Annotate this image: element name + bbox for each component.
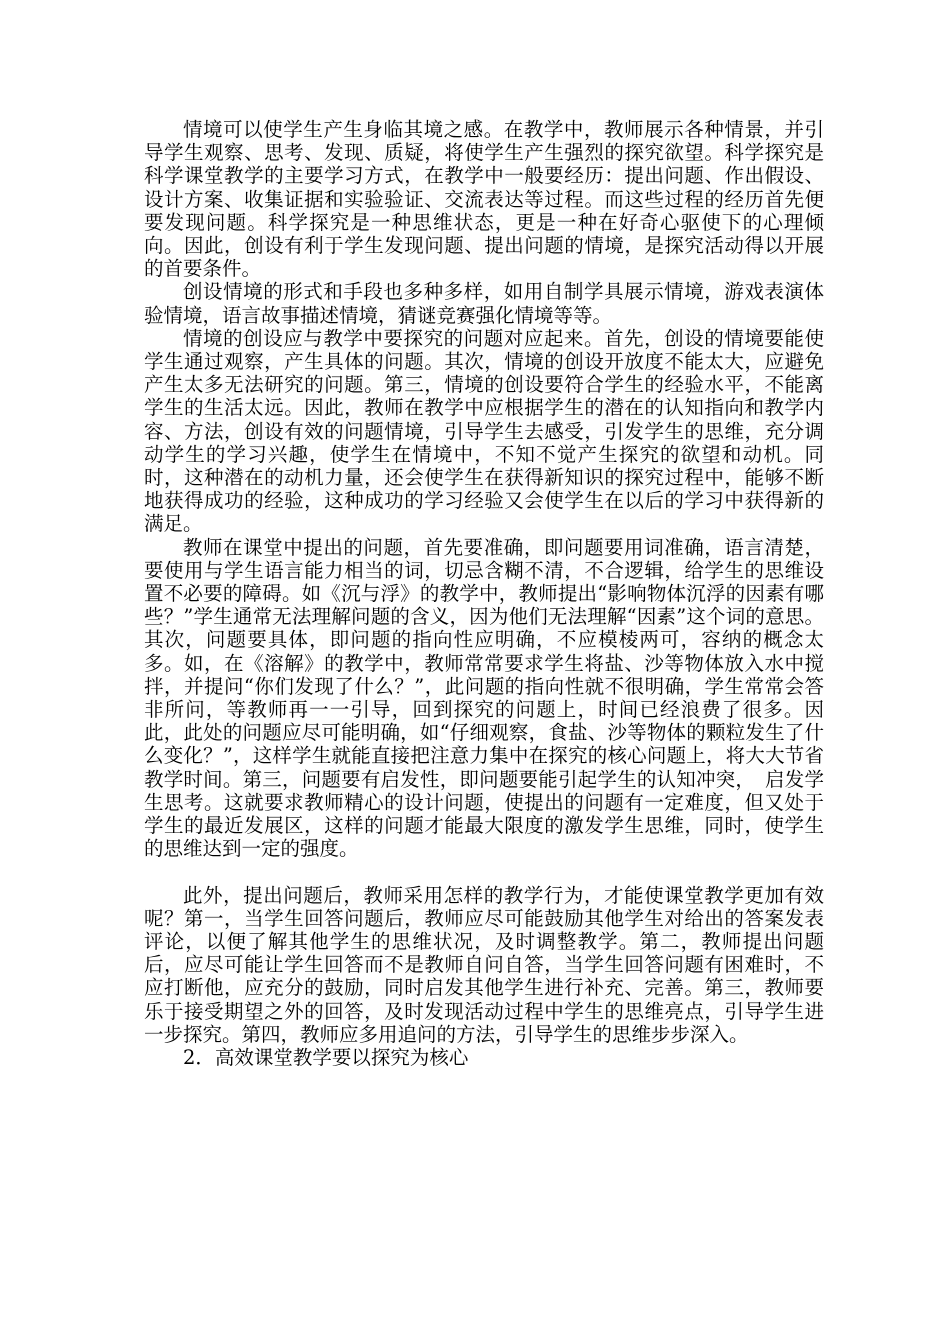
section-heading: 2．高效课堂教学要以探究为核心 <box>183 1045 469 1069</box>
document-body <box>144 118 824 1069</box>
paragraph-teacher-questions: 教师在课堂中提出的问题，首先要准确，即问题要用词准确，语言清楚，要使用与学生语言能力相当的词，切忌含糊不清，不合逻辑，给学生的思维设置不必要的障碍。如《沉与浮》的教学中，教师提出“影响物体沉浮的因素有哪些？”学生通常无法理解问题的含义，因为他们无法理解“因素”这个词的意思。其次，问题要具体，即问题的指向性应明确，不应模棱两可，容纳的概念太多。如，在《溶解》的教学中，教师常常要求学生将盐、沙等物体放入水中搅拌，并提问“你们发现了什么？”，此问题的指向性就不很明确，学生常常会答非所问，等教师再一一引导，回到探究的问题上，时间已经浪费了很多。因此，此处的问题应尽可能明确，如“仔细观察，食盐、沙等物体的颗粒发生了什么变化？”，这样学生就能直接把注意力集中在探究的核心问题上，将大大节省教学时间。第三，问题要有启发性，即问题要能引起学生的认知冲突， 启发学生思考。这就要求教师精心的设计问题，使提出的问题有一定难度，但又处于学生的最近发展区，这样的问题才能最大限度的激发学生思维，同时，使学生的思维达到一定的强度。 <box>144 535 824 861</box>
paragraph-situation-intro: 情境可以使学生产生身临其境之感。在教学中，教师展示各种情景，并引导学生观察、思考、发现、质疑，将使学生产生强烈的探究欲望。科学探究是科学课堂教学的主要学习方式，在教学中一般要经历：提出问题、作出假设、设计方案、收集证据和实验验证、交流表达等过程。而这些过程的经历首先便要发现问题。科学探究是一种思维状态，更是一种在好奇心驱使下的心理倾向。因此，创设有利于学生发现问题、提出问题的情境，是探究活动得以开展的首要条件。 <box>144 118 824 281</box>
paragraph-teaching-behavior: 此外，提出问题后，教师采用怎样的教学行为，才能使课堂教学更加有效呢？第一，当学生回答问题后，教师应尽可能鼓励其他学生对给出的答案发表评论，以便了解其他学生的思维状况，及时调整教学。第二，教师提出问题后，应尽可能让学生回答而不是教师自问自答，当学生回答问题有困难时，不应打断他，应充分的鼓励，同时启发其他学生进行补充、完善。第三，教师要乐于接受期望之外的回答，及时发现活动过程中学生的思维亮点，引导学生进一步探究。第四，教师应多用追问的方法，引导学生的思维步步深入。 <box>144 883 824 1046</box>
paragraph-situation-forms: 创设情境的形式和手段也多种多样，如用自制学具展示情境，游戏表演体验情境，语言故事描述情境，猜谜竞赛强化情境等等。 <box>144 280 824 327</box>
paragraph-spacer <box>144 861 824 884</box>
paragraph-situation-design: 情境的创设应与教学中要探究的问题对应起来。首先，创设的情境要能使学生通过观察，产生具体的问题。其次，情境的创设开放度不能太大，应避免产生太多无法研究的问题。第三，情境的创设要符合学生的经验水平，不能离学生的生活太远。因此，教师在教学中应根据学生的潜在的认知指向和教学内容、方法，创设有效的问题情境，引导学生去感受，引发学生的思维，充分调动学生的学习兴趣，使学生在情境中，不知不觉产生探究的欲望和动机。同时，这种潜在的动机力量，还会使学生在获得新知识的探究过程中，能够不断地获得成功的经验，这种成功的学习经验又会使学生在以后的学习中获得新的满足。 <box>144 326 824 536</box>
